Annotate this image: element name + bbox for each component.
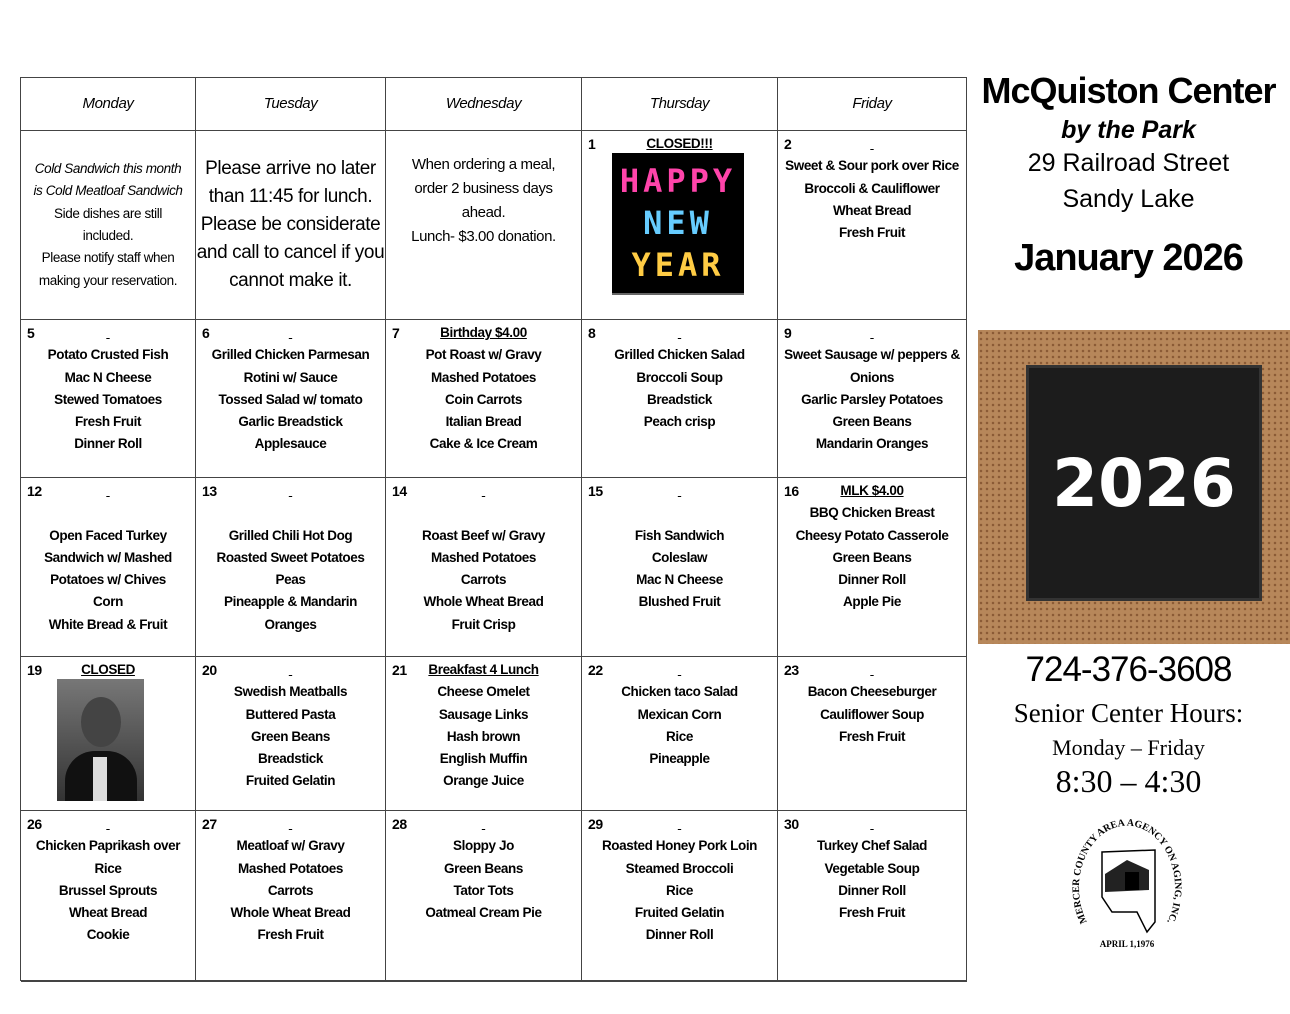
menu-item: Rice [94,860,122,876]
day-header-friday: Friday [778,78,967,131]
day-cell-30 [778,811,967,982]
menu-item: Meatloaf w/ Gravy [236,838,345,854]
day-number: 27 [202,816,217,832]
notice-text [386,131,581,319]
menu-item: Corn [93,594,123,610]
menu-item: Sloppy Jo [453,838,514,854]
menu-item: Garlic Breadstick [238,414,343,430]
notice-line: Lunch- $3.00 donation. [411,228,556,245]
menu-item: Coleslaw [651,549,708,565]
notice-line: When ordering a meal, [411,156,556,173]
menu-item: Grilled Chicken Salad [614,347,745,363]
menu-items [386,322,581,456]
menu-item: Pot Roast w/ Gravy [425,347,542,363]
notice-line: Please notify staff when [41,250,175,266]
menu-item: Potatoes w/ Chives [50,572,166,588]
menu-item: Tossed Salad w/ tomato [218,391,363,407]
menu-item: Fresh Fruit [838,728,906,744]
menu-item [21,502,195,524]
cell-heading [21,813,195,835]
center-subtitle: by the Park [1061,116,1196,144]
menu-item: Carrots [267,882,314,898]
menu-item: Cheese Omelet [437,684,530,700]
menu-item: Breadstick [257,751,324,767]
day-cell-20 [196,657,386,811]
menu-items [582,813,777,947]
menu-item: Chicken taco Salad [621,684,738,700]
menu-items [778,133,966,244]
menu-item: Cheesy Potato Casserole [795,527,949,543]
chalkboard-year: 2026 [1026,365,1262,601]
cell-heading [582,659,777,681]
menu-item: Mashed Potatoes [237,860,344,876]
notice-line: Please arrive no later [205,158,376,179]
cell-heading [386,480,581,502]
menu-item: Green Beans [832,549,912,565]
menu-item: Hash brown [446,728,521,744]
notice-line: ahead. [461,204,506,221]
menu-item: Whole Wheat Bread [230,905,351,921]
menu-items [582,659,777,770]
menu-item: Green Beans [832,414,912,430]
menu-item: Green Beans [251,728,330,744]
menu-item: Fish Sandwich [634,527,725,543]
notice-line: is Cold Meatloaf Sandwich [33,183,183,199]
day-header-monday: Monday [21,78,196,131]
menu-item: Bacon Cheeseburger [807,684,937,700]
menu-item: Apple Pie [843,594,901,610]
menu-item: Oranges [264,616,317,632]
day-cell-29 [582,811,778,982]
notice-line: making your reservation. [38,272,178,288]
new-year-word: HAPPY [619,162,737,200]
menu-item: Sausage Links [438,706,529,722]
menu-item: Stewed Tomatoes [54,391,162,407]
menu-item: Mexican Corn [637,706,722,722]
menu-item: Breadstick [646,391,713,407]
menu-items [582,322,777,433]
menu-items [21,322,195,456]
cell-heading [21,480,195,502]
menu-item: Brussel Sprouts [58,882,158,898]
menu-item: Vegetable Soup [824,860,920,876]
day-number: 19 [27,662,42,678]
hours-time: 8:30 – 4:30 [1055,763,1202,799]
cell-heading [582,322,777,344]
menu-item: Dinner Roll [838,882,906,898]
day-number: 7 [392,325,400,341]
day-number: 21 [392,662,407,678]
notice-line: Side dishes are still [54,205,162,221]
menu-item: Sandwich w/ Mashed [44,549,172,565]
day-number: 29 [588,816,603,832]
cell-heading: CLOSED [81,662,135,677]
cell-heading: CLOSED!!! [646,136,713,151]
svg-text:MERCER COUNTY AREA AGENCY ON A: MERCER COUNTY AREA AGENCY ON AGING, INC. [1070,817,1184,926]
day-header-wednesday: Wednesday [386,78,582,131]
day-cell-7 [386,320,582,478]
day-cell-23 [778,657,967,811]
menu-item: BBQ Chicken Breast [809,505,935,521]
menu-item: Roasted Honey Pork Loin [601,838,758,854]
menu-item: Carrots [460,572,507,588]
cell-heading: Breakfast 4 Lunch [428,662,539,677]
menu-item: Cookie [86,927,130,943]
new-year-word: NEW [643,204,713,242]
menu-items [582,133,777,155]
cell-heading [778,813,966,835]
day-number: 5 [27,325,35,341]
notice-line: cannot make it. [229,270,352,291]
menu-item: Onions [849,369,895,385]
menu-item: Mac N Cheese [636,572,723,588]
notice-line: order 2 business days [414,180,553,197]
day-cell-1 [582,131,778,320]
day-number: 26 [27,816,42,832]
menu-item: Coin Carrots [445,391,522,407]
new-year-word: YEAR [631,246,725,284]
day-cell-22 [582,657,778,811]
menu-items [196,813,385,947]
menu-item: Dinner Roll [74,436,142,452]
menu-item: Garlic Parsley Potatoes [801,391,943,407]
day-number: 23 [784,662,799,678]
day-cell-15 [582,478,778,657]
menu-item [582,502,777,524]
menu-item: English Muffin [439,751,528,767]
menu-items [778,813,966,924]
menu-item: Fresh Fruit [838,225,906,241]
menu-item: Mandarin Oranges [815,436,929,452]
day-cell-13 [196,478,386,657]
cell-heading [196,480,385,502]
menu-item: Rice [666,728,693,744]
menu-item: Applesauce [254,436,327,452]
day-cell-16 [778,478,967,657]
menu-item: Fresh Fruit [74,414,142,430]
day-number: 30 [784,816,799,832]
day-number: 8 [588,325,596,341]
menu-items [196,480,385,636]
menu-item: Fruited Gelatin [634,905,725,921]
menu-item: Cake & Ice Cream [429,436,538,452]
menu-item: Broccoli & Cauliflower [804,180,940,196]
menu-items [386,659,581,793]
menu-item: Peach crisp [643,414,716,430]
menu-item [196,502,385,524]
menu-item: Wheat Bread [68,905,148,921]
menu-item: Oatmeal Cream Pie [425,905,542,921]
cell-heading [778,133,966,155]
menu-items [582,480,777,614]
address-city: Sandy Lake [1062,185,1195,213]
menu-items [778,322,966,456]
menu-item: Mashed Potatoes [430,549,537,565]
menu-item: Sweet & Sour pork over Rice [785,158,959,174]
menu-item: Pineapple & Mandarin [223,594,358,610]
day-cell-14 [386,478,582,657]
cell-heading [778,322,966,344]
day-number: 20 [202,662,217,678]
cell-heading [196,659,385,681]
menu-item: Tator Tots [453,882,514,898]
cell-heading [778,659,966,681]
cell-heading: MLK $4.00 [840,483,904,498]
sidebar [967,60,1290,949]
menu-items [778,480,966,614]
menu-items [21,659,195,681]
menu-item: Dinner Roll [838,572,906,588]
menu-item: Mashed Potatoes [430,369,537,385]
menu-item: Buttered Pasta [245,706,336,722]
menu-item: Pineapple [649,751,710,767]
happy-new-year-image [612,153,744,295]
menu-items [386,813,581,924]
menu-item: Whole Wheat Bread [423,594,544,610]
day-cell-28 [386,811,582,982]
day-number: 22 [588,662,603,678]
menu-item: Potato Crusted Fish [47,347,169,363]
menu-item: Fresh Fruit [257,927,324,943]
menu-item: Rotini w/ Sauce [243,369,338,385]
notice-monday [21,131,196,320]
notice-tuesday [196,131,386,320]
menu-item: Broccoli Soup [636,369,723,385]
menu-item: Mac N Cheese [64,369,152,385]
day-cell-8 [582,320,778,478]
notice-wednesday [386,131,582,320]
day-number: 12 [27,483,42,499]
cell-heading [582,480,777,502]
menu-item: Fruit Crisp [451,616,516,632]
menu-item: Wheat Bread [832,202,912,218]
day-number: 15 [588,483,603,499]
menu-item: Turkey Chef Salad [817,838,927,854]
menu-items [196,322,385,456]
menu-items [21,480,195,636]
menu-item: Orange Juice [443,773,524,789]
cell-heading [386,813,581,835]
menu-item: Open Faced Turkey [49,527,167,543]
svg-text:APRIL 1,1976: APRIL 1,1976 [1099,939,1155,949]
day-cell-12 [21,478,196,657]
menu-items [386,480,581,636]
hours-label: Senior Center Hours: [1013,698,1244,728]
day-cell-9 [778,320,967,478]
day-cell-21 [386,657,582,811]
phone-number: 724-376-3608 [1025,650,1232,689]
menu-item: Peas [275,572,306,588]
day-cell-5 [21,320,196,478]
menu-item: Italian Bread [445,414,522,430]
menu-item: Grilled Chili Hot Dog [228,527,353,543]
menu-item: Chicken Paprikash over [35,838,181,854]
mlk-portrait-image [57,679,144,801]
menu-items [778,659,966,748]
menu-items [196,659,385,793]
cell-heading [196,322,385,344]
menu-item: Rice [666,882,693,898]
day-number: 1 [588,136,596,152]
day-cell-6 [196,320,386,478]
menu-item: Blushed Fruit [638,594,721,610]
notice-line: and call to cancel if you [196,242,385,263]
menu-item: White Bread & Fruit [48,616,168,632]
menu-item: Sweet Sausage w/ peppers & [784,347,960,363]
menu-item: Grilled Chicken Parmesan [211,347,370,363]
cell-heading [21,322,195,344]
address-street: 29 Railroad Street [1027,149,1230,177]
day-number: 14 [392,483,407,499]
cell-heading [196,813,385,835]
month-title: January 2026 [1014,237,1243,279]
day-header-thursday: Thursday [582,78,778,131]
menu-item: Swedish Meatballs [233,684,348,700]
day-number: 28 [392,816,407,832]
menu-item [386,502,581,524]
day-cell-26 [21,811,196,982]
day-header-tuesday: Tuesday [196,78,386,131]
menu-item: Fruited Gelatin [245,773,336,789]
day-number: 13 [202,483,217,499]
cell-heading: Birthday $4.00 [440,325,527,340]
menu-item: Roast Beef w/ Gravy [422,527,545,543]
notice-line: Cold Sandwich this month [34,161,182,177]
menu-item: Roasted Sweet Potatoes [216,549,365,565]
day-cell-19 [21,657,196,811]
notice-line: than 11:45 for lunch. [208,186,373,207]
menu-item: Steamed Broccoli [625,860,734,876]
day-number: 16 [784,483,799,499]
menu-calendar [20,77,967,981]
menu-item: Dinner Roll [645,927,714,943]
notice-line: Please be considerate [200,214,381,235]
center-name: McQuiston Center [981,70,1276,111]
day-cell-2 [778,131,967,320]
notice-line: included. [82,228,134,243]
day-number: 9 [784,325,792,341]
menu-items [21,813,195,947]
day-number: 6 [202,325,210,341]
chalkboard-image [978,330,1290,644]
notice-text [21,131,195,319]
day-cell-27 [196,811,386,982]
agency-logo [1067,812,1187,952]
cell-heading [582,813,777,835]
menu-item: Fresh Fruit [838,905,906,921]
hours-days: Monday – Friday [1052,735,1205,760]
menu-item: Cauliflower Soup [820,706,924,722]
day-number: 2 [784,136,792,152]
notice-text [196,131,385,319]
menu-item: Green Beans [444,860,523,876]
